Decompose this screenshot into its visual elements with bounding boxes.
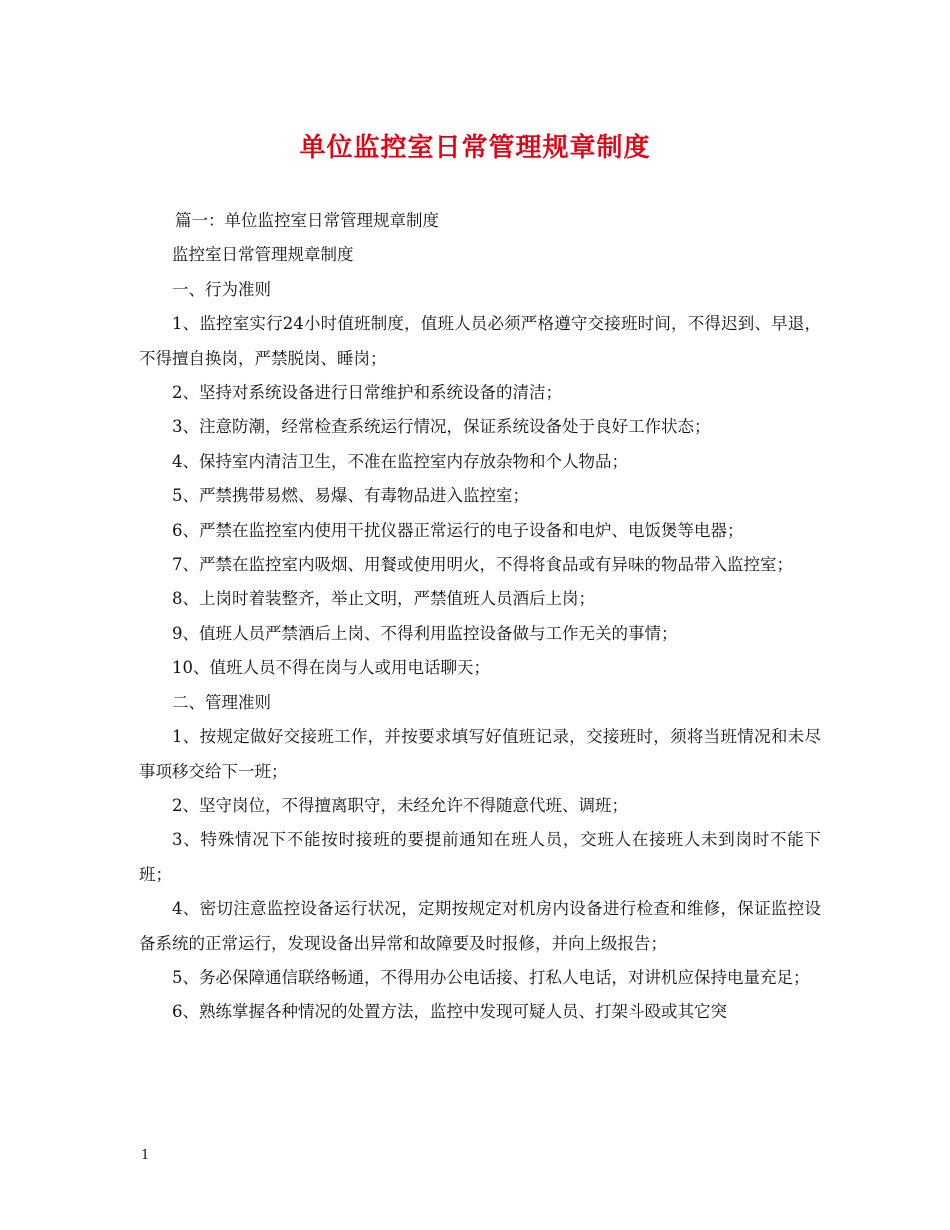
conduct-rule-3: 3、注意防潮，经常检查系统运行情况，保证系统设备处于良好工作状态； [172,417,711,437]
management-rule-1: 1、按规定做好交接班工作，并按要求填写好值班记录，交接班时，须将当班情况和未尽事项移交给下一班； [139,727,821,781]
section-heading-conduct: 一、行为准则 [172,279,271,299]
conduct-rule-8: 8、上岗时着装整齐，举止文明，严禁值班人员酒后上岗； [172,589,595,609]
conduct-rule-9: 9、值班人员严禁酒后上岗、不得利用监控设备做与工作无关的事情； [172,623,678,643]
management-rule-5: 5、务必保障通信联络畅通，不得用办公电话接、打私人电话，对讲机应保持电量充足； [172,967,810,987]
conduct-rule-1: 1、监控室实行24小时值班制度，值班人员必须严格遵守交接班时间，不得迟到、早退，不得擅自换岗，严禁脱岗、睡岗； [139,314,821,368]
conduct-rule-5: 5、严禁携带易燃、易爆、有毒物品进入监控室； [172,486,529,506]
page-number: 1 [141,1148,150,1163]
subtitle: 监控室日常管理规章制度 [172,245,354,265]
conduct-rule-7: 7、严禁在监控室内吸烟、用餐或使用明火，不得将食品或有异味的物品带入监控室； [172,555,793,575]
document-title: 单位监控室日常管理规章制度 [299,133,651,163]
conduct-rule-4: 4、保持室内清洁卫生，不准在监控室内存放杂物和个人物品； [172,451,628,471]
conduct-rule-10: 10、值班人员不得在岗与人或用电话聊天； [172,658,490,678]
management-rule-3: 3、特殊情况下不能按时接班的要提前通知在班人员，交班人在接班人未到岗时不能下班； [139,830,821,884]
management-rule-6: 6、熟练掌握各种情况的处置方法，监控中发现可疑人员、打架斗殴或其它突 [172,1002,727,1022]
document-body [139,204,821,1030]
section-heading-part-one: 篇一：单位监控室日常管理规章制度 [175,211,439,230]
management-rule-4: 4、密切注意监控设备运行状况，定期按规定对机房内设备进行检查和维修，保证监控设备系统的正常运行，发现设备出异常和故障要及时报修，并向上级报告； [139,899,821,953]
conduct-rule-6: 6、严禁在监控室内使用干扰仪器正常运行的电子设备和电炉、电饭煲等电器； [172,520,744,540]
conduct-rule-2: 2、坚持对系统设备进行日常维护和系统设备的清洁； [172,383,562,403]
section-heading-management: 二、管理准则 [172,692,271,712]
management-rule-2: 2、坚守岗位，不得擅离职守，未经允许不得随意代班、调班； [172,795,628,815]
